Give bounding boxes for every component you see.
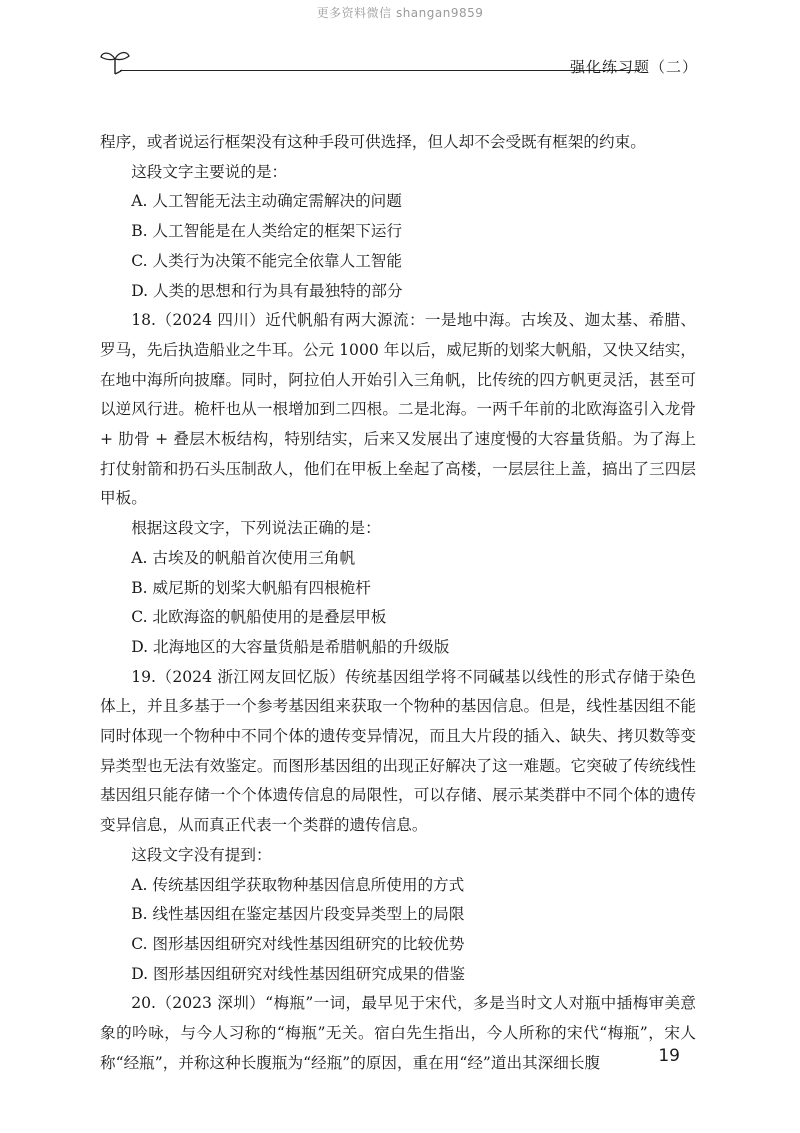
q17-option-d: D. 人类的思想和行为具有最独特的部分 — [131, 281, 403, 300]
q18-option-a: A. 古埃及的帆船首次使用三角帆 — [131, 548, 356, 567]
page-content — [100, 128, 696, 1079]
q19-option-a: A. 传统基因组学获取物种基因信息所使用的方式 — [131, 875, 465, 894]
q18-option-b: B. 威尼斯的划桨大帆船有四根桅杆 — [131, 578, 371, 597]
q17-stem: 这段文字主要说的是： — [131, 162, 288, 181]
sprout-icon — [98, 46, 132, 76]
q18-option-c: C. 北欧海盗的帆船使用的是叠层甲板 — [131, 608, 387, 627]
q19-passage: 19.（2024 浙江网友回忆版）传统基因组学将不同碱基以线性的形式存储于染色体上，并且多基于一个参考基因组来获取一个物种的基因信息。但是，线性基因组不能同时体现一个物种中不同个体的遗传变异情况，而且大片段的插入、缺失、拷贝数等变异类型也无法有效鉴定。而图形基因组的出现正好解决了这一难题。它突破了传统线性基因组只能存储一个个体遗传信息的局限性，可以存储、展示某类群中不同个体的遗传变异信息，从而真正代表一个类群的遗传信息。 — [100, 667, 696, 835]
q17-option-b: B. 人工智能是在人类给定的框架下运行 — [131, 222, 403, 241]
q19-option-b: B. 线性基因组在鉴定基因片段变异类型上的局限 — [131, 905, 465, 924]
header-divider — [120, 70, 640, 71]
q17-option-c: C. 人类行为决策不能完全依靠人工智能 — [131, 251, 402, 270]
q17-option-a: A. 人工智能无法主动确定需解决的问题 — [131, 192, 402, 211]
q19-option-d: D. 图形基因组研究对线性基因组研究成果的借鉴 — [131, 964, 465, 983]
q18-option-d: D. 北海地区的大容量货船是希腊帆船的升级版 — [131, 637, 450, 656]
header-title: 强化练习题（二） — [569, 58, 698, 76]
q20-passage: 20.（2023 深圳）“梅瓶”一词，最早见于宋代，多是当时文人对瓶中插梅审美意象的吟咏，与今人习称的“梅瓶”无关。宿白先生指出，今人所称的宋代“梅瓶”，宋人称“经瓶”，并称这种长腹瓶为“经瓶”的原因，重在用“经”道出其深细长腹 — [100, 994, 696, 1072]
q17-passage-tail: 程序，或者说运行框架没有这种手段可供选择，但人却不会受既有框架的约束。 — [100, 133, 646, 151]
watermark-text: 更多资料微信 shangan9859 — [316, 6, 484, 20]
q19-stem: 这段文字没有提到： — [131, 845, 272, 864]
page-header — [98, 46, 698, 86]
q18-stem: 根据这段文字，下列说法正确的是： — [131, 519, 381, 538]
q18-passage: 18.（2024 四川）近代帆船有两大源流：一是地中海。古埃及、迦太基、希腊、罗马，先后执造船业之牛耳。公元 1000 年以后，威尼斯的划桨大帆船，又快又结实，在地中海所向披靡。同时，阿拉伯人开始引入三角帆，比传统的四方帆更灵活，甚至可以逆风行进。桅杆也从一根增加到二四根。二是北海。一两千年前的北欧海盗引入龙骨 + 肋骨 + 叠层木板结构，特别结实，后来又发展出了速度慢的大容量货船。为了海上打仗射箭和扔石头压制敌人，他们在甲板上垒起了高楼，一层层往上盖，搞出了三四层甲板。 — [100, 311, 696, 508]
page-number: 19 — [658, 1046, 680, 1066]
q19-option-c: C. 图形基因组研究对线性基因组研究的比较优势 — [131, 934, 465, 953]
